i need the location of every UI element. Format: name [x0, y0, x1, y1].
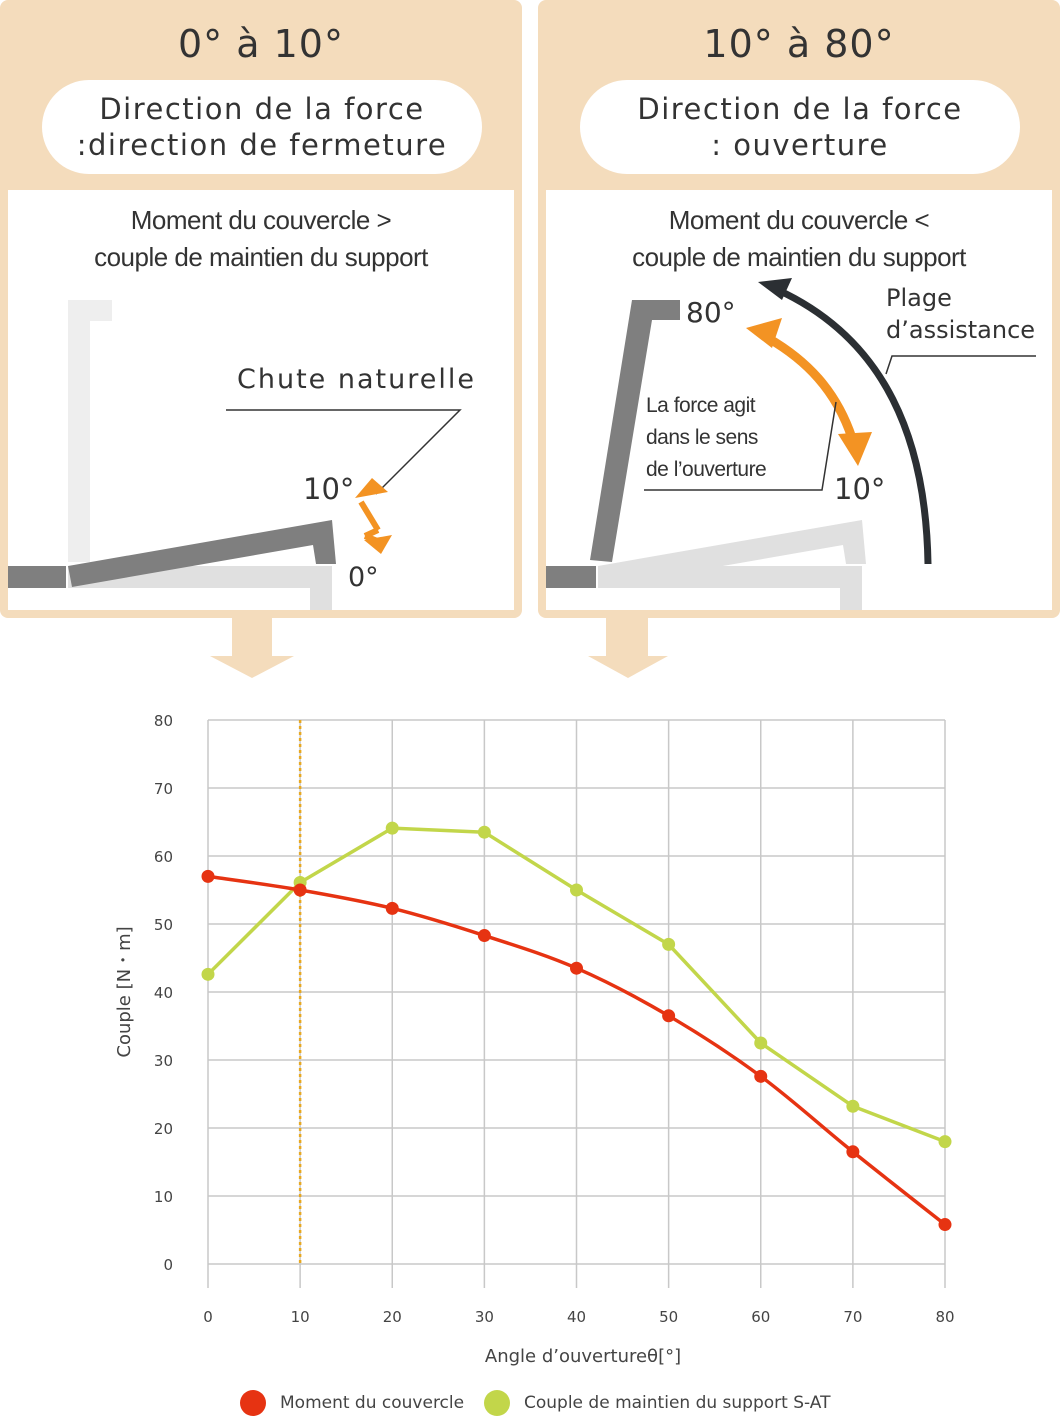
point-lid-moment	[570, 962, 583, 975]
x-tick-label: 60	[751, 1308, 771, 1326]
point-support-torque	[754, 1037, 767, 1050]
point-support-torque	[202, 968, 215, 981]
point-support-torque	[478, 826, 491, 839]
y-tick-label: 60	[153, 848, 173, 866]
y-tick-label: 30	[153, 1052, 173, 1070]
legend-label: Couple de maintien du support S-AT	[524, 1393, 831, 1413]
force-direction-pill: Direction de la force :direction de fermeture	[42, 80, 482, 174]
assist-range-label: Plage d’assistance	[886, 284, 1036, 344]
x-tick-label: 20	[382, 1308, 402, 1326]
y-tick-label: 70	[153, 780, 173, 798]
legend-item-support	[484, 1388, 830, 1418]
angle-label-bottom: 0°	[348, 562, 379, 593]
y-tick-label: 80	[153, 712, 173, 730]
point-lid-moment	[662, 1009, 675, 1022]
point-support-torque	[570, 884, 583, 897]
point-support-torque	[386, 822, 399, 835]
legend-label: Moment du couvercle	[280, 1393, 465, 1413]
y-tick-label: 0	[163, 1256, 173, 1274]
x-tick-label: 0	[203, 1308, 213, 1326]
x-tick-label: 30	[474, 1308, 494, 1326]
condition-text: Moment du couvercle > couple de maintien du support	[94, 205, 428, 272]
point-support-torque	[846, 1100, 859, 1113]
force-note: La force agit dans le sens de l’ouverture	[646, 394, 767, 481]
y-tick-label: 50	[153, 916, 173, 934]
point-lid-moment	[386, 902, 399, 915]
x-tick-label: 70	[843, 1308, 863, 1326]
legend-marker	[484, 1390, 510, 1416]
point-lid-moment	[202, 870, 215, 883]
point-support-torque	[939, 1135, 952, 1148]
force-direction-pill: Direction de la force : ouverture	[580, 80, 1020, 174]
x-tick-label: 10	[290, 1308, 310, 1326]
point-lid-moment	[478, 929, 491, 942]
y-axis-label: Couple [N・m]	[114, 926, 135, 1058]
legend-marker	[240, 1390, 266, 1416]
point-lid-moment	[846, 1145, 859, 1158]
callout-label: Chute naturelle	[237, 364, 476, 395]
point-lid-moment	[754, 1070, 767, 1083]
grid	[208, 720, 945, 1288]
x-tick-label: 40	[566, 1308, 587, 1326]
point-lid-moment	[294, 884, 307, 897]
x-tick-label: 50	[659, 1308, 679, 1326]
point-support-torque	[662, 938, 675, 951]
y-tick-label: 20	[153, 1120, 173, 1138]
panel-range-title: 10° à 80°	[703, 22, 895, 66]
y-tick-label: 40	[153, 984, 173, 1002]
x-tick-label: 80	[935, 1308, 955, 1326]
x-axis-label: Angle d’ouvertureθ[°]	[484, 1346, 682, 1367]
point-lid-moment	[939, 1218, 952, 1231]
angle-label-top: 10°	[303, 472, 355, 506]
angle-label-top: 80°	[686, 296, 736, 329]
y-tick-label: 10	[153, 1188, 173, 1206]
legend-item-lid	[240, 1388, 464, 1418]
angle-label-bottom: 10°	[834, 472, 886, 506]
condition-text: Moment du couvercle < couple de maintien du support	[632, 205, 966, 272]
panel-range-title: 0° à 10°	[178, 22, 344, 66]
tick-labels	[154, 712, 955, 1326]
